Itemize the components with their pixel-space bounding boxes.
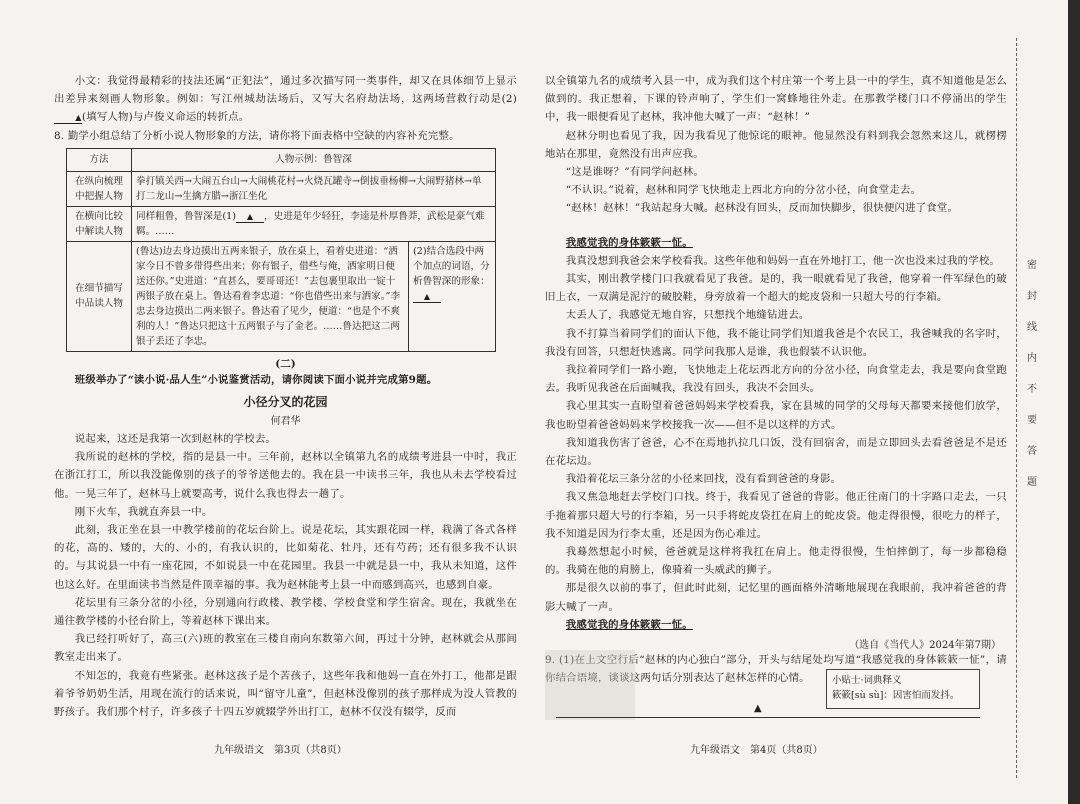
story-paragraph: 说起来，这还是我第一次到赵林的学校去。	[74, 433, 277, 446]
seal-char: 不	[1027, 384, 1037, 395]
photo-shade	[545, 650, 635, 720]
story-paragraph: 此刻，我正坐在县一中教学楼前的花坛台阶上。说是花坛，其实跟花园一样，栽满了各式各样的花，高的、矮的，大的、小的，有我认识的，比如菊花、牡丹，还有芍药；还有很多我不认识的。与其说县一中有一座花园，不如说县一中在花园里。我县一中就是县一中，我从未知道，这件也这么好。在里面读书当然是件顶幸福的事。我为赵林能考上县一中而感到高兴，也感到自豪。	[54, 524, 517, 591]
section-heading: (二)	[275, 357, 296, 370]
seal-char: 要	[1027, 415, 1037, 426]
question-9: 9. (1)在上文空行后“赵林的内心独白”部分，开头与结尾处均写道“我感觉我的身体簌簌一怔”，请你结合语境，谈谈这两句话分别表达了赵林怎样的心情。	[545, 654, 1007, 685]
table-method-2: 在横向比较中解读人物	[67, 206, 132, 241]
excerpt-text: (鲁达)边去身边摸出五两来银子，放在桌上，看着史进道：“洒家今日不曾多带得些出来；你有银子，借些与俺，洒家明日便送还你。”史进道：“直甚么，要哥哥还！”去包裹里取出一锭十两银子放在桌上。鲁达看着李忠道：“你也借些出来与洒家。”李忠去身边摸出二两来银子。鲁达看了见少，便道：“也是个不爽利的人！”鲁达只把这十五两银子与了金老。……鲁达把这二两银子丢还了李忠。	[132, 242, 409, 351]
story-paragraph: 不知怎的，我竟有些紧张。赵林这孩子是个苦孩子，这些年我和他妈一直在外打工，他都是跟着爷爷奶奶生活，用现在流行的话来说，叫“留守儿童”，但赵林没像别的孩子那样成为没人管教的野孩子。我们那个村子，许多孩子十四五岁就辍学外出打工，赵林不仅没有辍学，反而	[54, 669, 517, 719]
story-author: 何君华	[270, 416, 301, 428]
seal-chars	[1022, 250, 1042, 498]
seal-char: 答	[1027, 446, 1037, 457]
seal-char: 线	[1027, 322, 1037, 333]
table-method-1: 在纵向梳理中把握人物	[67, 171, 132, 206]
seal-char: 题	[1027, 477, 1037, 488]
monologue-paragraph: 我蓦然想起小时候，爸爸就是这样将我扛在肩上。他走得很慢，生怕摔倒了，每一步都稳稳的。我骑在他的肩膀上，像骑着一头威武的狮子。	[545, 546, 1007, 577]
question-8: 8. 勤学小组总结了分析小说人物形象的方法，请你将下面表格中空缺的内容补充完整。	[54, 129, 460, 142]
table-content-3	[132, 241, 496, 351]
story-paragraph: “不认识。”说着，赵林和同学飞快地走上西北方向的分岔小径，向食堂走去。	[565, 184, 922, 197]
seal-text	[1022, 250, 1042, 498]
story-paragraph: 刚下火车，我就直奔县一中。	[74, 505, 213, 518]
method-table	[66, 148, 496, 352]
monologue-paragraph: 我真没想到我爸会来学校看我。这些年他和妈妈一直在外地打工，他一次也没来过我的学校。	[565, 254, 1001, 267]
activity-instruction: 班级举办了“读小说·品人生”小说鉴赏活动，请你阅读下面小说并完成第9题。	[74, 373, 438, 386]
page-footer-left: 九年级语文 第3页（共8页）	[214, 745, 347, 756]
seal-char: 密	[1027, 260, 1037, 271]
answer-mark: ▲	[754, 703, 762, 714]
monologue-paragraph: 那是很久以前的事了，但此时此刻，记忆里的画面格外清晰地展现在我眼前，我冲着爸爸的背影大喊了一声。	[545, 582, 1007, 613]
seal-char: 封	[1027, 291, 1037, 302]
blank-mark: ▲	[236, 211, 264, 223]
feeling-line-start: 我感觉我的身体簌簌一怔。	[565, 236, 693, 249]
answer-line	[556, 717, 980, 718]
tip-title: 小贴士·词典释义	[832, 675, 902, 686]
blank-line	[545, 218, 1007, 234]
left-page	[0, 0, 535, 804]
table-content-2: 同样粗鲁，鲁智深是(1) ▲ ，史进是年少轻狂，李逵是朴厚鲁莽，武松是豪气难羁。……	[132, 206, 496, 241]
story-paragraph: 花坛里有三条分岔的小径，分别通向行政楼、教学楼、学校食堂和学生宿舍。现在，我就坐在通往教学楼的小径台阶上，等着赵林下课出来。	[54, 596, 517, 628]
blank-mark: ▲	[54, 112, 82, 124]
blank-mark: ▲	[413, 291, 441, 303]
monologue-paragraph: 太丢人了，我感觉无地自容，只想找个地缝钻进去。	[565, 309, 810, 322]
monologue-paragraph: 其实，刚出教学楼门口我就看见了我爸。是的，我一眼就看见了我爸，他穿着一件军绿色的破旧上衣，一双满是泥泞的破胶鞋，身旁放着一个超大的蛇皮袋和一只超大号的行李箱。	[545, 273, 1007, 304]
source-citation: （选自《当代人》2024年第7期）	[849, 640, 1001, 652]
story-paragraph: 赵林分明也看见了我，因为我看见了他惊诧的眼神。他显然没有料到我会忽然来这儿，就楞楞地站在那里，竟然没有出声应我。	[545, 129, 1007, 160]
story-paragraph: “赵林！赵林！”我站起身大喊。赵林没有回头，反而加快脚步，很快便闪进了食堂。	[565, 202, 959, 215]
table-method-3: 在细节描写中品读人物	[67, 241, 132, 351]
scan-edge	[1068, 0, 1080, 804]
monologue-paragraph: 我又焦急地赶去学校门口找。终于，我看见了爸爸的背影。他正往南门的十字路口走去，一只手拖着那只超大号的行李箱，另一只手将蛇皮袋扛在肩上的蛇皮袋。他走得很慢，很吃力的样子，我不知道是因为行李太重，还是因为伤心难过。	[545, 491, 1007, 540]
tip-body: 簌簌[sù sù]：因害怕而发抖。	[832, 690, 960, 701]
feeling-line-end: 我感觉我的身体簌簌一怔。	[565, 618, 693, 631]
story-paragraph: “这是谁呀？”有同学问赵林。	[565, 166, 704, 179]
story-title: 小径分叉的花园	[243, 395, 328, 410]
seal-line	[1016, 38, 1018, 778]
monologue-paragraph: 我沿着花坛三条分岔的小径来回找，没有看到爸爸的身影。	[565, 473, 842, 486]
page-footer-right: 九年级语文 第4页（共8页）	[690, 745, 823, 756]
table-header-example: 人物示例：鲁智深	[132, 148, 496, 171]
monologue-paragraph: 我拉着同学们一路小跑，飞快地走上花坛西北方向的分岔小径，向食堂走去，我是要向食堂跑去。我听见我爸在后面喊我，我没有回头，我决不会回头。	[545, 364, 1007, 395]
table-content-1: 拳打镇关西→大闹五台山→大闹桃花村→火烧瓦罐寺→倒拔垂杨柳→大闹野猪林→单打二龙山→生擒方腊→浙江坐化	[132, 171, 496, 206]
monologue-paragraph: 我心里其实一直盼望着爸爸妈妈来学校看我，家在县城的同学的父母每天都要来接他们放学，我也盼望着爸爸妈妈来学校接我一次——但不是以这样的方式。	[545, 400, 1007, 431]
tip-box	[826, 669, 980, 709]
story-paragraph: 我已经打听好了，高三(六)班的教室在三楼自南向东数第六间，再过十分钟，赵林就会从那间教室走出来了。	[54, 633, 517, 664]
story-paragraph: 我所说的赵林的学校，指的是县一中。三年前，赵林以全镇第九名的成绩考进县一中时，我正在浙江打工，所以我没能像别的孩子的爷爷送他去的。我在县一中读书三年，我也从未去学校看过他。一晃三年了，赵林马上就要高考，说什么我也得去一趟了。	[54, 451, 517, 500]
intro-paragraph: 小文：我觉得最精彩的技法还属“正犯法”，通过多次描写同一类事件，却又在具体细节上显示出差异来刻画人物形象。例如：写江州城劫法场后，又写大名府劫法场，这两场营救行动是(2)▲(填写人物)与卢俊义命运的转折点。	[54, 75, 517, 124]
seal-char: 内	[1027, 353, 1037, 364]
story-paragraph: 以全镇第九名的成绩考入县一中，成为我们这个村庄第一个考上县一中的学生，真不知道他是怎么做到的。我正想着，下课的铃声响了，学生们一窝蜂地往外走。在那教学楼门口不停涌出的学生中，我一眼便看见了赵林，我冲他大喊了一声：“赵林！”	[545, 75, 1007, 124]
table-header-method: 方法	[67, 148, 132, 171]
monologue-paragraph: 我不打算当着同学们的面认下他，我不能让同学们知道我爸是个农民工，我爸喊我的名字时，我没有回答，只想赶快逃离。同学问我那人是谁，我也假装不认识他。	[545, 327, 1007, 358]
excerpt-question: (2)结合选段中两个加点的词语，分析鲁智深的形象：▲	[413, 245, 490, 301]
monologue-paragraph: 我知道我伤害了爸爸，心不在焉地扒拉几口饭，没有回宿舍，而是立即回头去看爸爸是不是还在花坛边。	[545, 436, 1007, 468]
